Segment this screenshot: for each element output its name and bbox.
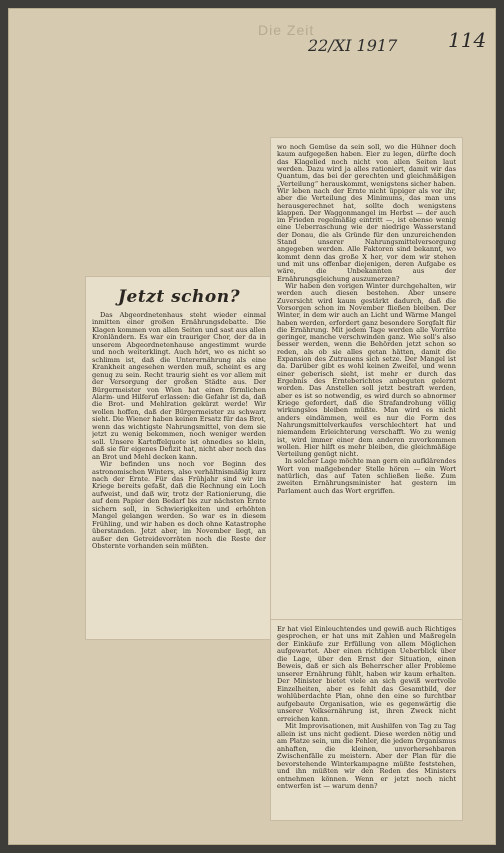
paragraph: Wir befinden uns noch vor Beginn des astronomischen Winters, also verhältnismäßig kurz nach der Ernte. Für das Frühjahr sind wir im Kriege bereits gefaßt, daß die Rechnung ein Loch aufweist, und daß wir, trotz der Rationierung, die auf dem Papier den Bedarf bis zur nächsten Ernte sichern soll, in Schwierigkeiten und erhöhten Mangel gelangen werden. So war es in diesem Frühling, und wir haben es doch ohne Katastrophe überstanden. Jetzt aber, im November liegt, an außer den Getreidevorräten noch die Reste der Obsternte vorhanden sein müßten.	[92, 460, 266, 551]
clipping-column-1	[86, 277, 272, 639]
paragraph: In solcher Lage möchte man gern ein aufklärendes Wort von maßgebender Stelle hören — ein Wort natürlich, das auf Taten schließen ließe. Zum zweiten Ernährungsminister hat gestern im Parlament auch das Wort ergriffen.	[277, 457, 456, 495]
paragraph: Er hat viel Einleuchtendes und gewiß auch Richtiges gesprochen, er hat uns mit Zahlen und Maßregeln der Einkäufe zur Erfüllung von allem Möglichen aufgewartet. Aber einen richtigen Ueberblick über die Lage, über den Ernst der Situation, einen Beweis, daß er sich als Beherrscher aller Probleme unserer Ernährung fühlt, haben wir kaum erhalten. Der Minister bietet viele an sich gewiß wertvolle Einzelheiten, aber es fehlt das Gesamtbild, der wohlüberdachte Plan, ohne den eine so furchtbar aufgebaute Organisation, wie es gegenwärtig die unserer Volksernährung ist, ihren Zweck nicht erreichen kann.	[277, 626, 456, 723]
handwritten-number: 114	[448, 28, 487, 52]
archive-stamp: Die Zeit	[258, 22, 315, 38]
column-1-text	[92, 312, 266, 551]
paragraph: Mit Improvisationen, mit Aushilfen von Tag zu Tag allein ist uns nicht gedient. Diese werden nötig und am Platze sein, um die Fehler, die jedem Organismus anhaften, die kleinen, unvorhersehbaren Zwischenfälle zu meistern. Aber der Plan für die bevorstehende Winterkampagne müßte feststehen, und ihn müßten wir den Reden des Ministers entnehmen können. Wenn er jetzt noch nicht entwerfen ist — warum denn?	[277, 722, 456, 791]
clipping-column-3	[271, 620, 462, 820]
paragraph: wo noch Gemüse da sein soll, wo die Hühner doch kaum aufgegeßen haben. Eier zu legen, dürfte doch das Klagelied noch nicht von allen Seiten laut werden. Dazu wird ja alles rationiert, damit wir das Quantum, das bei der gerechten und gleichmäßigen „Verteilung“ herauskommt, wenigstens sicher haben. Wir leben nach der Ernte nicht üppiger als vor ihr, aber die Verteilung des Minimums, das man uns herausgerechnet hat, sollte doch wenigstens klappen. Der Waggonmangel im Herbst — der auch im Frieden regelmäßig eintritt —, ist ebenso wenig eine Ueberraschung wie der niedrige Wasserstand der Donau, die als Gründe für den unzureichenden Stand unserer Nahrungsmittelversorgung angegeben werden. Alle Faktoren sind bekannt, wo kommt denn das große X her, vor dem wir stehen und mit uns offenbar diejenigen, deren Aufgabe es wäre, die Unbekannten aus der Ernährungsgleichung auszumerzen?	[277, 144, 456, 283]
handwritten-date: 22/XI 1917	[308, 36, 398, 55]
column-3-text	[277, 626, 456, 791]
paragraph: Wir haben den vorigen Winter durchgehalten, wir werden auch diesen bestehen. Aber unsere Zuversicht wird kaum gestärkt dadurch, daß die Vorsorgen schon im November fließen bleiben. Der Winter, in dem wir auch an Licht und Wärme Mangel haben werden, erfordert ganz besondere Sorgfalt für die Ernährung. Mit jedem Tage werden alle Vorräte geringer, manche verschwinden ganz. Wie soll's also besser werden, wenn die Behörden jetzt schon so reden, als ob sie alles getan hätten, damit die Expansion des Zutrauens sich setze. Der Mangel ist da. Darüber gibt es wohl keinen Zweifel, und wenn einer geberisch sieht, ist mehr er durch das Ergebnis des Ernteberichtes anbeguten gelernt worden. Das Anstellen soll jetzt bestraft werden, aber es ist so notwendig, es wird durch so abnormer Kriege gefordert, daß die Strafandrohung völlig wirkungslos bleiben müßte. Man wird es nicht anders eindämmen, weil es nur die Form des Nahrungsmittelverkaufes verschlechtert hat und niemandem Erleichterung verschafft. Wo zu wenig ist, wird immer einer dem anderen zuvorkommen wollen. Hier hilft es mehr bleiben, die gleichmäßige Verteilung genügt nicht.	[277, 281, 456, 459]
column-2-text	[277, 144, 456, 495]
paragraph: Das Abgeordnetenhaus steht wieder einmal inmitten einer großen Ernährungsdebatte. Die Klagen kommen von allen Seiten und sast aus allen Kronländern. Es war ein trauriger Chor, der da in unserem Abgeordnetenhause angestimmt wurde und noch weiterklingt. Auch hört, wo es nicht so schlimm ist, daß die Unterernährung als eine Krankheit angesehen werden muß, scheint es arg genug zu sein. Recht traurig sieht es vor allem mit der Versorgung der großen Städte aus. Der Bürgermeister von Wien hat einen förmlichen Alarm- und Hilferuf erlassen: die Gefahr ist da, daß die Brot- und Mehlration gekürzt werde! Wir wollen hoffen, daß der Bürgermeister zu schwarz sieht. Die Wiener haben keinen Ersatz für das Brot, wenn das wichtigste Nahrungsmittel, von dem sie jetzt zu wenig bekommen, noch weniger werden soll. Unsere Kartoffelquote ist ohnedies so klein, daß sie für eigenes Defizit hat, nicht aber noch das an Brot und Mehl decken kann.	[92, 311, 266, 461]
article-title: Jetzt schon?	[117, 287, 241, 307]
clipping-column-2	[271, 138, 462, 620]
